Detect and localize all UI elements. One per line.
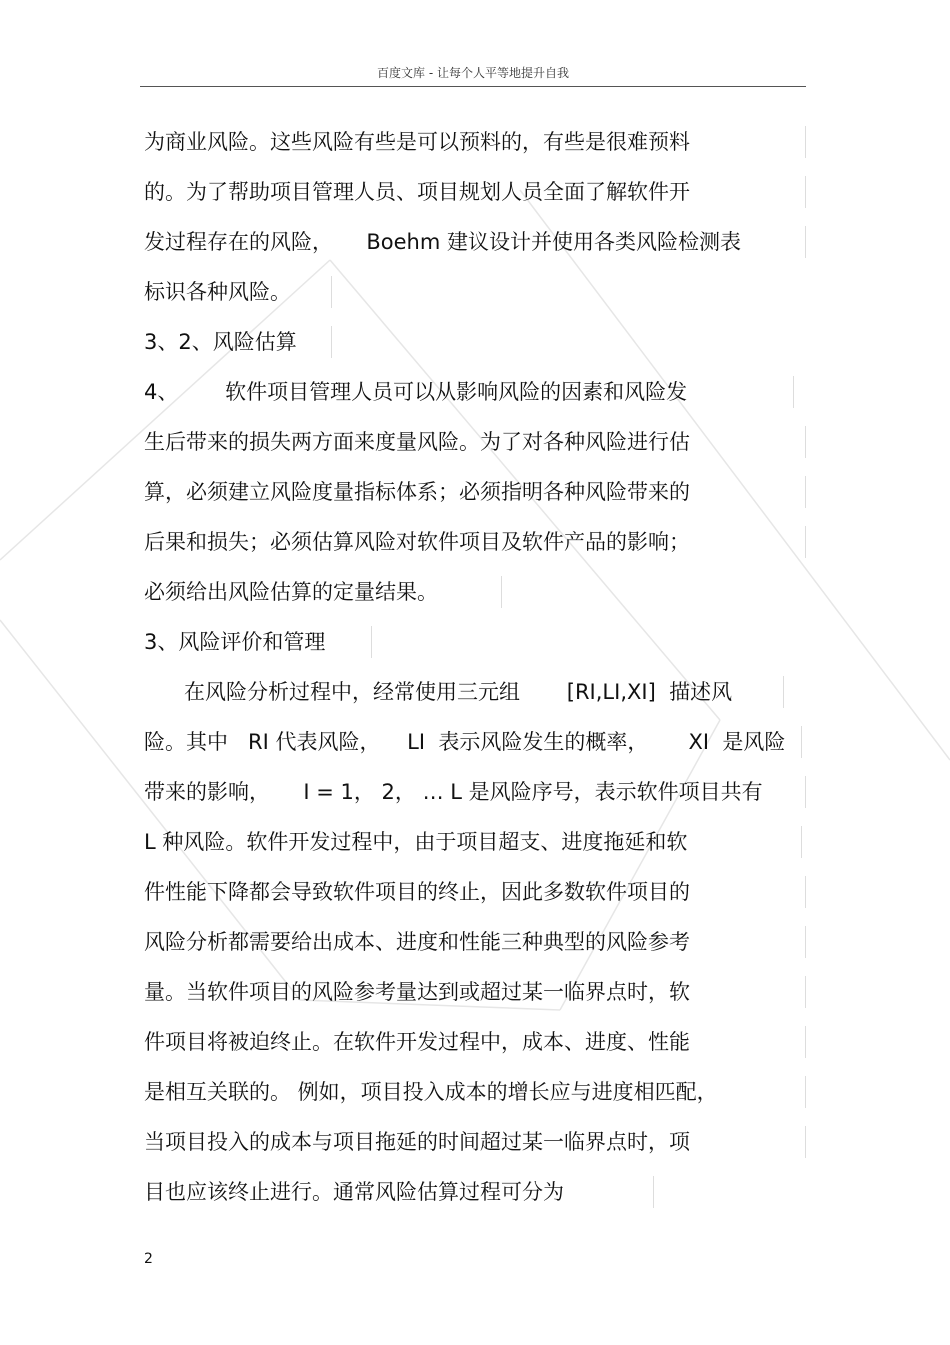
text-line: 在风险分析过程中，经常使用三元组 [RI,LI,XI] 描述风 [144, 676, 784, 708]
text-line: 件项目将被迫终止。在软件开发过程中，成本、进度、性能 [144, 1026, 806, 1058]
text-line: 为商业风险。这些风险有些是可以预料的，有些是很难预料 [144, 126, 806, 158]
text-line: 4、 软件项目管理人员可以从影响风险的因素和风险发 [144, 376, 794, 408]
page-header: 百度文库 - 让每个人平等地提升自我 [377, 66, 569, 80]
text-line: 目也应该终止进行。通常风险估算过程可分为 [144, 1176, 654, 1208]
text-line: 当项目投入的成本与项目拖延的时间超过某一临界点时，项 [144, 1126, 806, 1158]
page-number: 2 [144, 1251, 153, 1267]
text-line: 必须给出风险估算的定量结果。 [144, 576, 502, 608]
text-line: 风险分析都需要给出成本、进度和性能三种典型的风险参考 [144, 926, 806, 958]
text-line: 算，必须建立风险度量指标体系；必须指明各种风险带来的 [144, 476, 806, 508]
text-line: L 种风险。软件开发过程中，由于项目超支、进度拖延和软 [144, 826, 802, 858]
text-line: 发过程存在的风险， Boehm 建议设计并使用各类风险检测表 [144, 226, 806, 258]
text-line: 是相互关联的。 例如，项目投入成本的增长应与进度相匹配， [144, 1076, 806, 1108]
text-line: 生后带来的损失两方面来度量风险。为了对各种风险进行估 [144, 426, 806, 458]
text-line: 标识各种风险。 [144, 276, 332, 308]
section-heading: 3、风险评价和管理 [144, 626, 372, 658]
text-line: 量。当软件项目的风险参考量达到或超过某一临界点时，软 [144, 976, 806, 1008]
text-line: 险。其中 RI 代表风险， LI 表示风险发生的概率， XI 是风险 [144, 726, 802, 758]
section-heading: 3、2、风险估算 [144, 326, 332, 358]
text-line: 的。为了帮助项目管理人员、项目规划人员全面了解软件开 [144, 176, 806, 208]
text-line: 件性能下降都会导致软件项目的终止，因此多数软件项目的 [144, 876, 806, 908]
header-divider [140, 86, 806, 87]
text-line: 带来的影响， I = 1， 2， … L 是风险序号，表示软件项目共有 [144, 776, 806, 808]
text-line: 后果和损失；必须估算风险对软件项目及软件产品的影响； [144, 526, 806, 558]
